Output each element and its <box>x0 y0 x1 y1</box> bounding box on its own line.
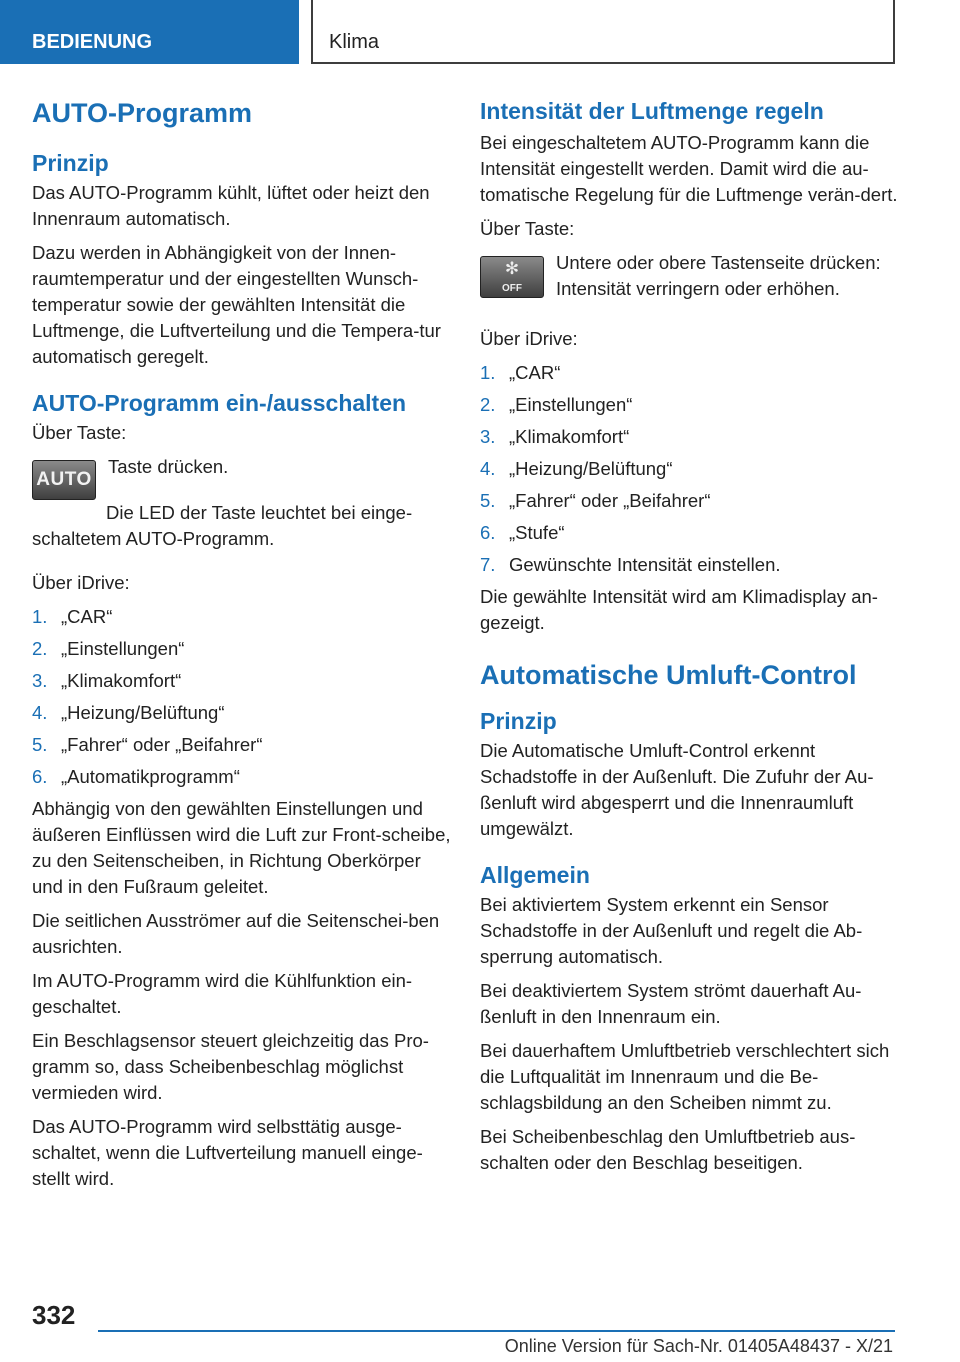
prinzip-paragraph-1: Das AUTO-Programm kühlt, lüftet oder heizt den Innenraum automatisch. <box>32 182 430 229</box>
fan-icon: ✻ <box>504 259 520 278</box>
page-number: 332 <box>32 1300 76 1330</box>
list-item: 2. „Einstellungen“ <box>32 638 185 659</box>
paragraph-kuehlfunktion: Im AUTO-Programm wird die Kühlfunktion ein-geschaltet. <box>32 970 413 1017</box>
paragraph-luftverteilung: Abhängig von den gewählten Einstellungen und äußeren Einflüssen wird die Luft zur Front-scheibe, zu den Seitenscheiben, in Richtung Oberkörper und in den Fußraum geleitet. <box>32 798 451 897</box>
section-tab <box>0 0 299 64</box>
prinzip-paragraph-2: Dazu werden in Abhängigkeit von der Innen-raumtemperatur und der eingestellten Wunsch-temperatur sowie der gewählten Intensität die Luftmenge, die Luftverteilung und die Tempera-tur automatisch geregelt. <box>32 242 441 367</box>
idrive-steps-right <box>480 360 900 578</box>
fan-instruction-text: Untere oder obere Tastenseite drücken: Intensität verringern oder erhöhen. <box>556 252 881 299</box>
intensity-paragraph-2: Die gewählte Intensität wird am Klimadisplay an-gezeigt. <box>480 586 878 633</box>
list-item: 6. „Automatikprogramm“ <box>32 766 240 787</box>
ueber-idrive-label: Über iDrive: <box>32 572 130 593</box>
list-item: 2. „Einstellungen“ <box>480 394 633 415</box>
auto-button-row <box>32 454 452 500</box>
allgemein-paragraph-2: Bei deaktiviertem System strömt dauerhaft Au-ßenluft in den Innenraum ein. <box>480 980 862 1027</box>
allgemein-paragraph-1: Bei aktiviertem System erkennt ein Sensor Schadstoffe in der Außenluft und regelt die Ab-sperrung automatisch. <box>480 894 863 967</box>
allgemein-paragraph-4: Bei Scheibenbeschlag den Umluftbetrieb aus-schalten oder den Beschlag beseitigen. <box>480 1126 856 1173</box>
intensity-paragraph-1: Bei eingeschaltetem AUTO-Programm kann die Intensität eingestellt werden. Damit wird die au-tomatische Regelung für die Luftmenge verän-dert. <box>480 132 898 205</box>
list-item: 4. „Heizung/Belüftung“ <box>480 458 673 479</box>
section-label: BEDIENUNG <box>32 31 153 53</box>
umluft-prinzip-paragraph: Die Automatische Umluft-Control erkennt Schadstoffe in der Außenluft. Die Zufuhr der Au-ßenluft wird abgesperrt und die Innenraumluft umgewälzt. <box>480 740 874 839</box>
footer-divider <box>98 1330 895 1332</box>
chapter-label: Klima <box>329 31 380 53</box>
list-item: 3. „Klimakomfort“ <box>32 670 182 691</box>
list-item: 6. „Stufe“ <box>480 522 565 543</box>
led-text: Die LED der Taste leuchtet bei einge-schaltetem AUTO-Programm. <box>32 502 413 549</box>
paragraph-ausschalten: Das AUTO-Programm wird selbsttätig ausge-schaltet, wenn die Luftverteilung manuell einge-stellt wird. <box>32 1116 423 1189</box>
chapter-tab <box>311 0 895 64</box>
auto-button-icon: AUTO <box>32 460 96 500</box>
paragraph-beschlagsensor: Ein Beschlagsensor steuert gleichzeitig das Pro-gramm so, dass Scheibenbeschlag möglichst vermieden wird. <box>32 1030 429 1103</box>
taste-druecken-text: Taste drücken. <box>108 456 229 477</box>
list-item: 4. „Heizung/Belüftung“ <box>32 702 225 723</box>
auto-programm-title: AUTO-Programm <box>32 98 253 128</box>
list-item: 7. Gewünschte Intensität einstellen. <box>480 554 781 575</box>
allgemein-heading: Allgemein <box>480 862 590 888</box>
list-item: 3. „Klimakomfort“ <box>480 426 630 447</box>
umluft-prinzip-heading: Prinzip <box>480 708 557 734</box>
intensity-heading: Intensität der Luftmenge regeln <box>480 98 824 124</box>
list-item: 1. „CAR“ <box>32 606 113 627</box>
fan-button-icon <box>480 256 544 298</box>
umluft-title: Automatische Umluft-Control <box>480 660 857 690</box>
fan-button-row <box>480 250 900 310</box>
right-column <box>480 96 900 1184</box>
left-column <box>32 96 452 1200</box>
footer-online-version: Online Version für Sach-Nr. 01405A48437 - X/21 <box>504 1336 893 1356</box>
list-item: 5. „Fahrer“ oder „Beifahrer“ <box>32 734 263 755</box>
prinzip-heading: Prinzip <box>32 150 109 176</box>
ueber-taste-label-right: Über Taste: <box>480 218 575 239</box>
paragraph-ausstroemer: Die seitlichen Ausströmer auf die Seitenschei-ben ausrichten. <box>32 910 440 957</box>
list-item: 5. „Fahrer“ oder „Beifahrer“ <box>480 490 711 511</box>
idrive-steps-left <box>32 604 452 790</box>
list-item: 1. „CAR“ <box>480 362 561 383</box>
allgemein-paragraph-3: Bei dauerhaftem Umluftbetrieb verschlechtert sich die Luftqualität im Innenraum und die Be-schlagsbildung an den Scheiben nimmt zu. <box>480 1040 890 1113</box>
fan-off-label: OFF <box>502 283 522 294</box>
ueber-taste-label: Über Taste: <box>32 422 127 443</box>
ueber-idrive-label-right: Über iDrive: <box>480 328 578 349</box>
toggle-heading: AUTO-Programm ein-/ausschalten <box>32 390 407 416</box>
